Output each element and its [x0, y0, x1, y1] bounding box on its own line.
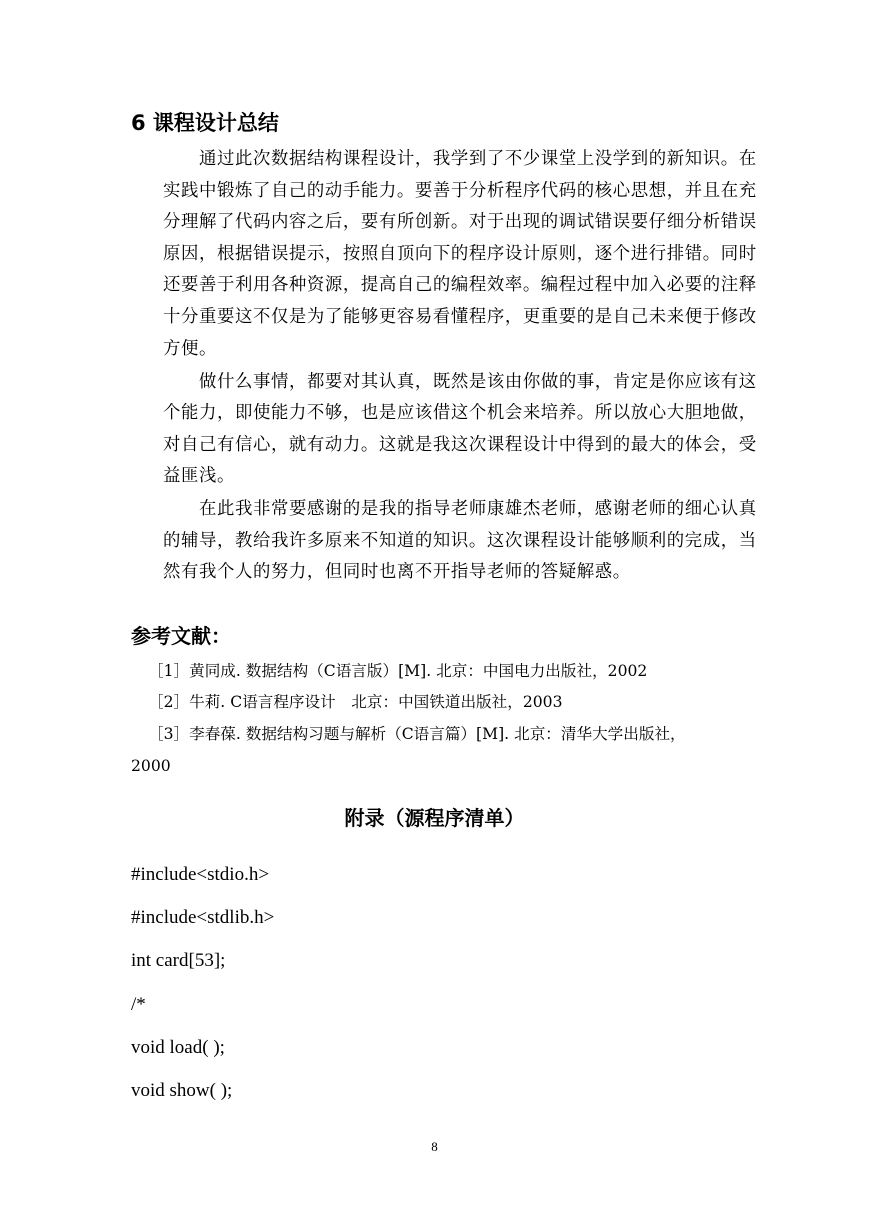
page-number: 8: [431, 1139, 438, 1154]
paragraph-line: 分理解了代码内容之后，要有所创新。对于出现的调试错误要仔细分析错误: [163, 212, 757, 232]
code-line: void load( );: [131, 1037, 225, 1058]
reference-item: ［1］黄同成. 数据结构（C语言版）[M]. 北京：中国电力出版社，2002: [148, 662, 648, 680]
paragraph-line: 个能力，即使能力不够，也是应该借这个机会来培养。所以放心大胆地做，: [163, 403, 757, 423]
paragraph-line: 十分重要这不仅是为了能够更容易看懂程序，更重要的是自己未来便于修改: [163, 307, 757, 327]
paragraph-line: 通过此次数据结构课程设计，我学到了不少课堂上没学到的新知识。在: [199, 149, 757, 169]
paragraph-line: 的辅导，教给我许多原来不知道的知识。这次课程设计能够顺利的完成，当: [163, 531, 757, 551]
paragraph-line: 在此我非常要感谢的是我的指导老师康雄杰老师，感谢老师的细心认真: [199, 499, 757, 519]
paragraph-line: 做什么事情，都要对其认真，既然是该由你做的事，肯定是你应该有这: [199, 372, 757, 392]
paragraph-line: 益匪浅。: [163, 466, 235, 486]
code-line: int card[53];: [131, 950, 226, 971]
appendix-heading: 附录（源程序清单）: [344, 806, 525, 830]
code-line: #include<stdio.h>: [131, 864, 270, 885]
paragraph-line: 方便。: [163, 339, 217, 359]
reference-item: ［2］牛莉. C语言程序设计 北京：中国铁道出版社，2003: [148, 693, 563, 711]
reference-item: ［3］李春葆. 数据结构习题与解析（C语言篇）[M]. 北京：清华大学出版社，: [148, 725, 686, 743]
paragraph-line: 然有我个人的努力，但同时也离不开指导老师的答疑解惑。: [163, 562, 631, 582]
code-line: #include<stdlib.h>: [131, 907, 275, 928]
section-heading: 6 课程设计总结: [131, 111, 279, 135]
paragraph-line: 还要善于利用各种资源，提高自己的编程效率。编程过程中加入必要的注释: [163, 275, 757, 295]
references-heading: 参考文献：: [131, 624, 231, 648]
code-line: /*: [131, 994, 146, 1015]
reference-item: 2000: [131, 757, 171, 775]
paragraph-line: 原因，根据错误提示，按照自顶向下的程序设计原则，逐个进行排错。同时: [163, 244, 757, 264]
paragraph-line: 对自己有信心，就有动力。这就是我这次课程设计中得到的最大的体会，受: [163, 435, 757, 455]
code-line: void show( );: [131, 1080, 233, 1101]
paragraph-line: 实践中锻炼了自己的动手能力。要善于分析程序代码的核心思想，并且在充: [163, 181, 757, 201]
